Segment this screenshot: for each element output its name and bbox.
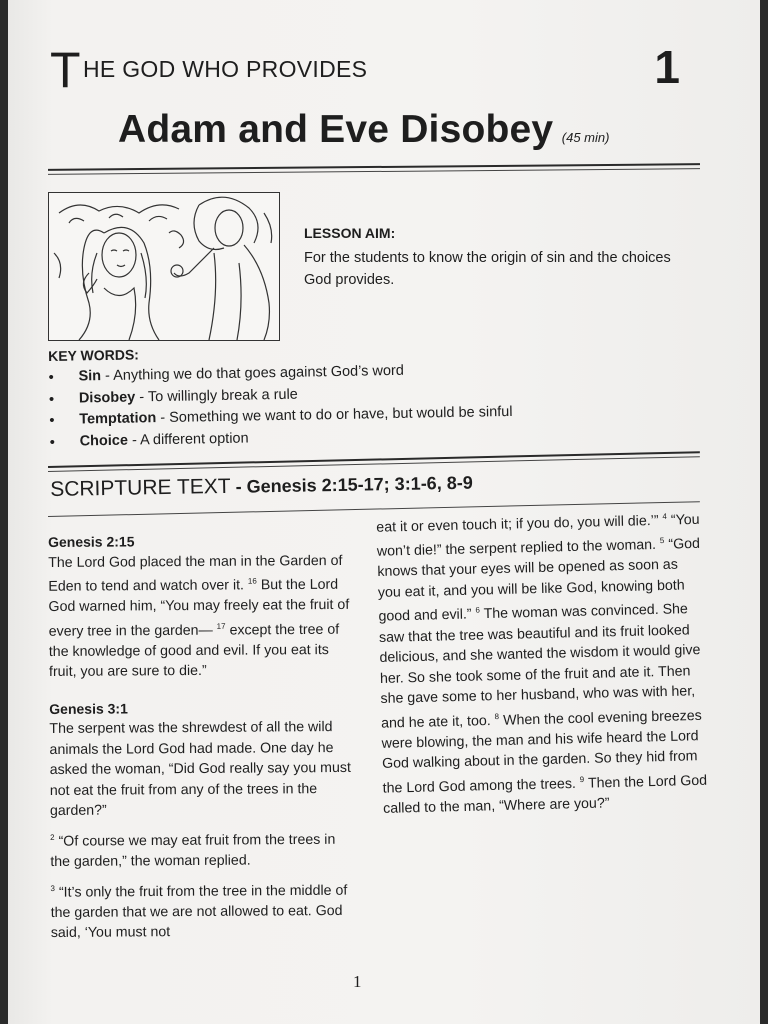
series-initial: T [50,42,81,98]
scripture-ref-genesis-2-15: Genesis 2:15 [48,533,135,550]
lesson-title: Adam and Eve Disobey [118,108,554,151]
lesson-duration: (45 min) [561,130,610,145]
lesson-aim-text: For the students to know the origin of sin and the choices God provides. [304,250,671,288]
verse-text: Then the Lord God called to the man, “Where are you?” [383,772,708,818]
key-word-term: Disobey [78,388,136,406]
verse-text: “You won’t die!” the serpent replied to the woman. [376,511,700,560]
key-word-term: Choice [79,432,129,449]
verse-number: 5 [659,536,665,546]
scripture-left-column [48,530,356,944]
verse-text: except the tree of the knowledge of good and evil. If you eat its fruit, you are sure to die.” [48,621,340,681]
key-word-term: Temptation [79,410,157,428]
verse-text: “It’s only the fruit from the tree in the middle of the garden that we are not allowed to eat. God said, ‘You must not [50,882,348,942]
scripture-paragraph: The serpent was the shrewdest of all the wild animals the Lord God had made. One day he asked the woman, “Did God really say you must not eat the fruit from any of the trees in the garden?” [49,719,351,820]
verse-text: eat it or even touch it; if you do, you will die.’” [376,512,659,536]
scripture-heading [50,467,700,502]
verse-number: 4 [662,511,667,522]
verse-number: 17 [216,621,226,631]
key-word-definition: - Anything we do that goes against God’s word [100,362,404,385]
verse-number: 2 [50,832,55,842]
key-words-section [48,337,690,453]
lesson-aim [304,225,694,291]
page-number: 1 [353,972,362,991]
verse-text: The woman was convinced. She saw that the tree was beautiful and its fruit looked delicious, and she wanted the wisdom it would give her. So she took some of the fruit and ate it. Then she gave some to her husband, who was with her, and he ate it, too. [378,601,701,732]
adam-eve-drawing [49,193,279,340]
verse-text: But the Lord God warned him, “You may freely eat the fruit of every tree in the garden— [48,576,350,640]
document-page [8,0,760,1024]
verse-number: 6 [475,605,480,616]
verse-text: “Of course we may eat fruit from the trees in the garden,” the woman replied. [50,831,336,871]
lesson-number: 1 [654,41,680,93]
scripture-right-column [376,506,708,820]
scripture-heading-label: SCRIPTURE TEXT [50,474,231,501]
verse-text: The Lord God placed the man in the Garden of Eden to tend and watch over it. [48,552,343,595]
scripture-paragraph [50,877,355,944]
scripture-paragraph [48,550,354,683]
scripture-top-divider [48,451,700,468]
key-word-term: Sin [78,368,102,385]
verse-number: 16 [247,576,257,586]
key-words-heading: KEY WORDS: [48,346,140,364]
verse-number: 9 [579,774,585,785]
series-title: HE GOD WHO PROVIDES [83,56,368,82]
lesson-header [50,42,700,102]
lesson-aim-heading: LESSON AIM: [304,225,396,241]
key-word-definition: - To willingly break a rule [135,386,298,405]
scripture-paragraph [50,826,355,873]
key-word-definition: - Something we want to do or have, but would be sinful [156,403,513,427]
key-word-definition: - A different option [127,430,249,449]
scripture-paragraph [376,506,708,820]
key-words-list [48,356,689,453]
verse-number: 8 [494,711,500,721]
lesson-title-row [118,108,718,158]
verse-text: When the cool evening breezes were blowing, the man and his wife heard the Lord God walking about in the garden. So they hid from the Lord God among the trees. [381,707,702,797]
scripture-reference: - Genesis 2:15-17; 3:1-6, 8-9 [230,472,473,497]
verse-number: 3 [50,883,55,893]
scripture-ref-genesis-3-1: Genesis 3:1 [49,700,128,717]
verse-text: “God knows that your eyes will be opened as soon as you eat it, and you will be like God, knowing both good and evil.” [377,536,701,626]
adam-eve-illustration [48,192,280,341]
